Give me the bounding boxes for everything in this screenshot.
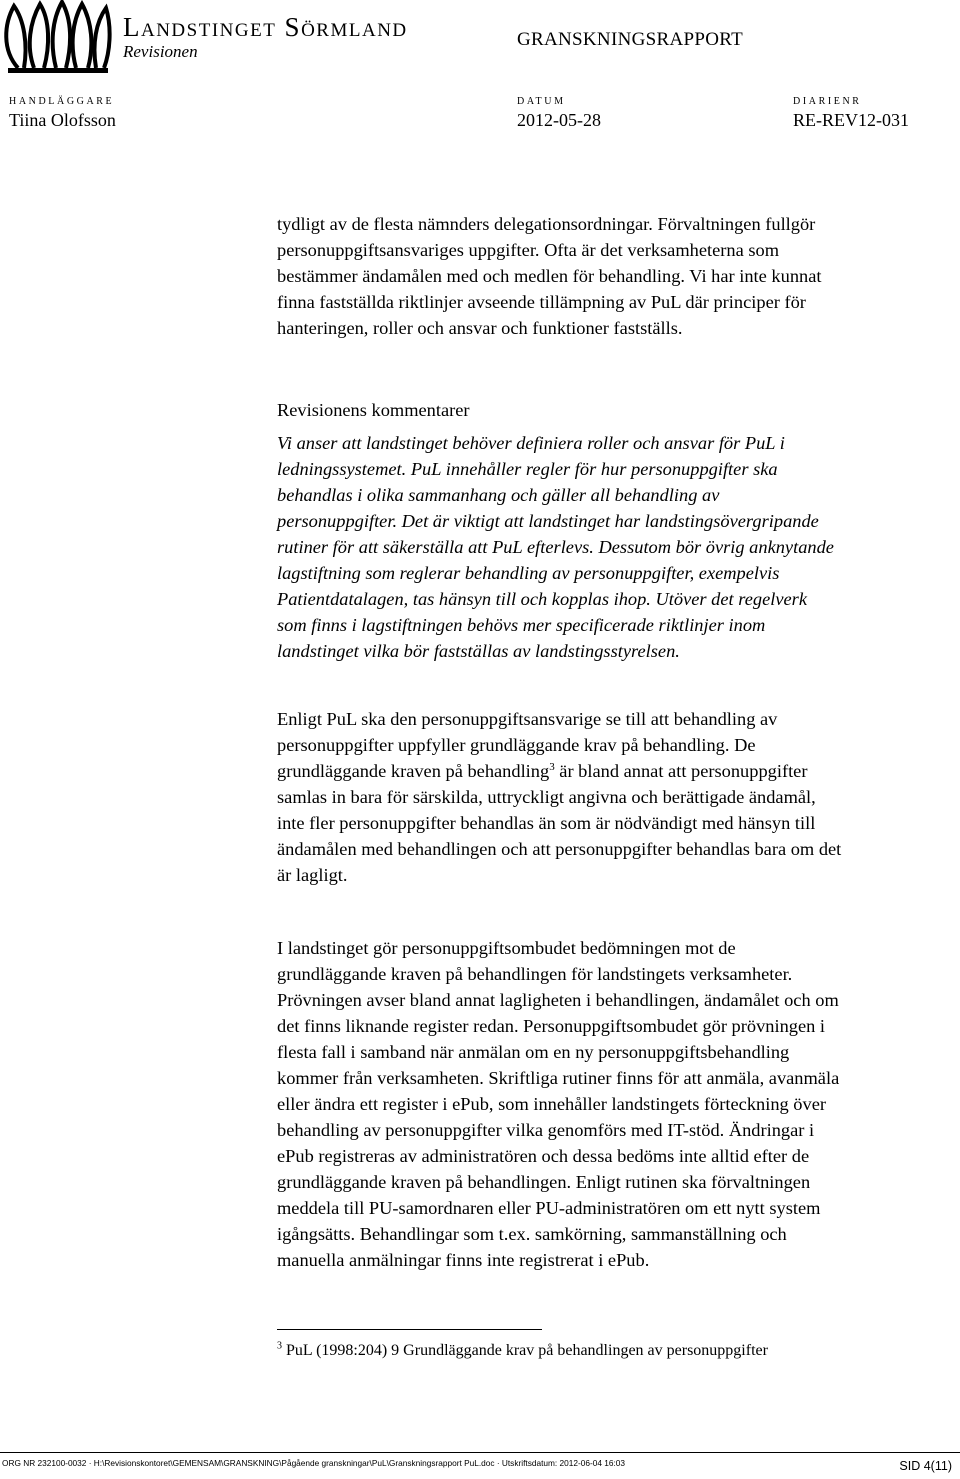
text-line: tydligt av de flesta nämnders delegationsordningar. Förvaltningen fullgör xyxy=(277,214,816,234)
footer-info: ORG NR 232100-0032 · H:\Revisionskontoret\GEMENSAM\GRANSKNING\Pågående granskningar\PuL\Granskningsrapport PuL.doc · Utskriftsdatum: 2012-06-04 16:03 xyxy=(2,1458,626,1468)
text-line: I landstinget gör personuppgiftsombudet bedömningen mot de xyxy=(277,938,736,958)
paragraph-intro xyxy=(277,211,960,341)
text-line-with-footnote-ref xyxy=(277,758,960,784)
tulip-crown-logo-icon xyxy=(0,0,112,74)
text-line: personuppgiftsansvariges uppgifter. Ofta är det verksamheterna som xyxy=(277,240,780,260)
text-line: Patientdatalagen, tas hänsyn till och kopplas ihop. Utöver det regelverk xyxy=(277,589,807,609)
text-line: behandling av personuppgifter vilka genomförs med IT-stöd. Ändringar i xyxy=(277,1120,815,1140)
text-line: hanteringen, roller och ansvar och funktioner fastställs. xyxy=(277,318,683,338)
text-fragment: grundläggande kraven på behandling xyxy=(277,761,550,781)
paragraph-pul-requirements xyxy=(277,706,960,888)
text-line: inte fler personuppgifter behandlas än som är nödvändigt med hänsyn till xyxy=(277,813,816,833)
text-line: Vi anser att landstinget behöver definiera roller och ansvar för PuL i xyxy=(277,433,785,453)
footer-divider xyxy=(0,1452,960,1453)
diarienr-value: RE-REV12-031 xyxy=(793,110,909,130)
page-number: SID 4(11) xyxy=(899,1459,952,1473)
text-line: personuppgifter uppfyller grundläggande krav på behandling. De xyxy=(277,735,756,755)
datum-label: DATUM xyxy=(517,96,566,107)
text-line: grundläggande kraven på behandlingen för landstingets verksamheter. xyxy=(277,964,793,984)
text-line: som finns i lagstiftningen behövs mer specificerade riktlinjer inom xyxy=(277,615,766,635)
organization-name: Landstinget Sörmland xyxy=(123,12,408,42)
footnote-reference[interactable]: 3 xyxy=(549,760,555,773)
text-line: ePub registreras av administratören och dessa bedöms inte alltid efter de xyxy=(277,1146,810,1166)
text-line: samlas in bara för särskilda, uttryckligt angivna och berättigade ändamål, xyxy=(277,787,816,807)
text-line: manuella anmälningar finns inte registrerat i ePub. xyxy=(277,1250,650,1270)
datum-value: 2012-05-28 xyxy=(517,110,601,130)
footnote-separator xyxy=(277,1329,542,1330)
organization-department: Revisionen xyxy=(123,42,198,61)
text-line: det finns liknande register redan. Personuppgiftsombudet gör prövningen i xyxy=(277,1016,826,1036)
handlaggare-value: Tiina Olofsson xyxy=(9,110,116,130)
handlaggare-label: HANDLÄGGARE xyxy=(9,96,115,107)
text-line: personuppgifter. Det är viktigt att landstinget har landstingsövergripande xyxy=(277,511,819,531)
text-line: Enligt PuL ska den personuppgiftsansvarige se till att behandling av xyxy=(277,709,778,729)
diarienr-label: DIARIENR xyxy=(793,96,862,107)
comment-heading: Revisionens kommentarer xyxy=(277,400,470,420)
text-line: flesta fall i samband när anmälan om en ny personuppgiftsbehandling xyxy=(277,1042,790,1062)
text-line: kommer från verksamheten. Skriftliga rutiner finns för att anmäla, avanmäla xyxy=(277,1068,840,1088)
text-line: rutiner för att säkerställa att PuL efterlevs. Dessutom bör övrig anknytande xyxy=(277,537,834,557)
text-line: grundläggande kraven på behandlingen. Enligt rutinen ska förvaltningen xyxy=(277,1172,811,1192)
text-line: ändamålen med behandlingen och att personuppgifter behandlas bara om det xyxy=(277,839,842,859)
paragraph-personuppgiftsombud xyxy=(277,935,960,1273)
revision-comment xyxy=(277,430,960,664)
text-line: igångsätts. Behandlingar som t.ex. samkörning, sammanställning och xyxy=(277,1224,787,1244)
document-type: GRANSKNINGSRAPPORT xyxy=(517,29,743,50)
text-line: Prövningen avser bland annat lagligheten i behandlingen, ändamålet och om xyxy=(277,990,839,1010)
text-line: meddela till PU-samordnaren eller PU-administratören om ett nytt system xyxy=(277,1198,821,1218)
text-line: lagstiftning som reglerar behandling av personuppgifter, exempelvis xyxy=(277,563,780,583)
text-line: behandlas i olika sammanhang och gäller all behandling av xyxy=(277,485,720,505)
footnote-text: PuL (1998:204) 9 Grundläggande krav på behandlingen av personuppgifter xyxy=(282,1342,768,1359)
text-fragment: är bland annat att personuppgifter xyxy=(554,761,808,781)
footnote-number: 3 xyxy=(277,1340,282,1352)
text-line: eller ändra ett register i ePub, som innehåller landstingets förteckning över xyxy=(277,1094,826,1114)
text-line: finna fastställda riktlinjer avseende tillämpning av PuL där principer för xyxy=(277,292,806,312)
text-line: ledningssystemet. PuL innehåller regler för hur personuppgifter ska xyxy=(277,459,778,479)
text-line: bestämmer ändamålen med och medlen för behandling. Vi har inte kunnat xyxy=(277,266,822,286)
text-line: landstinget vilka bör fastställas av landstingsstyrelsen. xyxy=(277,641,680,661)
footnote xyxy=(277,1338,768,1364)
text-line: är lagligt. xyxy=(277,865,348,885)
